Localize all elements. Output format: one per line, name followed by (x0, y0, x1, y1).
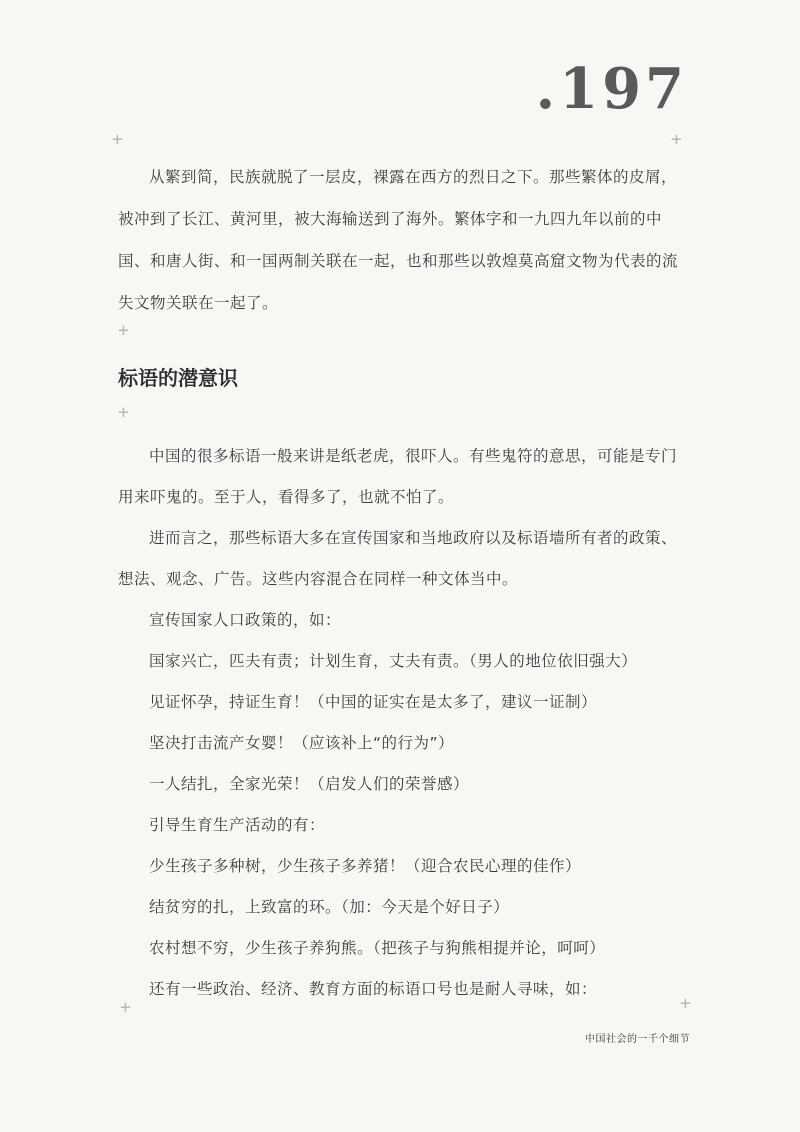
crop-mark: + (671, 129, 682, 150)
paragraph: 引导生育生产活动的有： (149, 816, 326, 834)
slogan-line: 见证怀孕，持证生育！（中国的证实在是太多了，建议一证制） (149, 693, 598, 711)
crop-mark: + (120, 997, 131, 1018)
crop-mark: + (112, 129, 123, 150)
paragraph: 进而言之，那些标语大多在宣传国家和当地政府以及标语墙所有者的政策、想法、观念、广告。这些内容混合在同样一种文体当中。 (118, 529, 678, 588)
running-footer: 中国社会的一千个细节 (585, 1034, 690, 1045)
paragraph: 中国的很多标语一般来讲是纸老虎，很吓人。有些鬼符的意思，可能是专门用来吓鬼的。至于人，看得多了，也就不怕了。 (118, 447, 678, 506)
paragraph: 还有一些政治、经济、教育方面的标语口号也是耐人寻味，如： (149, 980, 598, 998)
section-title: 标语的潜意识 (118, 366, 238, 390)
slogan-line: 结贫穷的扎，上致富的环。（加：今天是个好日子） (149, 898, 510, 916)
paragraph: 宣传国家人口政策的，如： (149, 611, 342, 629)
page-number: .197 (535, 56, 688, 122)
body-text-top (118, 156, 688, 324)
slogan-line: 国家兴亡，匹夫有责；计划生育，丈夫有责。（男人的地位依旧强大） (149, 652, 638, 670)
slogan-line: 坚决打击流产女婴！（应该补上“的行为”） (149, 734, 455, 752)
crop-mark: + (680, 993, 691, 1014)
crop-mark: + (118, 320, 129, 341)
body-text-main (118, 436, 688, 1010)
paragraph: 从繁到简，民族就脱了一层皮，裸露在西方的烈日之下。那些繁体的皮屑，被冲到了长江、黄河里，被大海输送到了海外。繁体字和一九四九年以前的中国、和唐人街、和一国两制关联在一起，也和那些以敦煌莫高窟文物为代表的流失文物关联在一起了。 (118, 168, 679, 312)
slogan-line: 一人结扎，全家光荣！（启发人们的荣誉感） (149, 775, 470, 793)
slogan-line: 农村想不穷，少生孩子养狗熊。（把孩子与狗熊相提并论，呵呵） (149, 939, 606, 957)
crop-mark: + (118, 402, 129, 423)
slogan-line: 少生孩子多种树，少生孩子多养猪！（迎合农民心理的佳作） (149, 857, 582, 875)
